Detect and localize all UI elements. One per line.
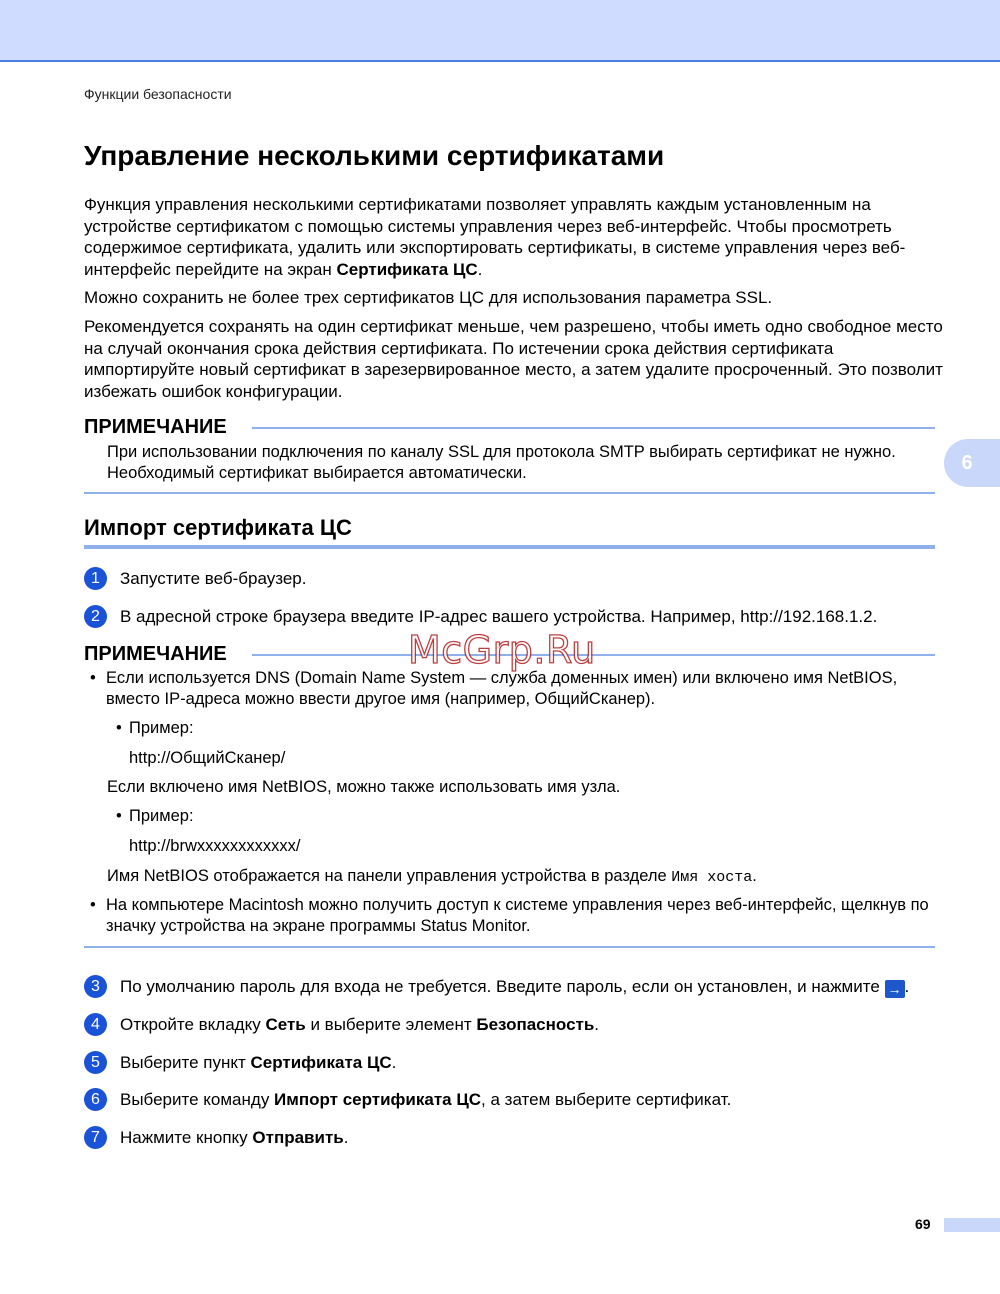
section-title: Импорт сертификата ЦС xyxy=(84,515,352,540)
step-4-security: Безопасность xyxy=(476,1015,595,1034)
header-band xyxy=(0,0,1000,62)
intro-paragraph-1 xyxy=(84,194,944,280)
step-5-ca-cert: Сертификата ЦС xyxy=(250,1053,392,1072)
step-4-e: . xyxy=(594,1015,600,1034)
note-bottom-rule-2 xyxy=(84,946,935,948)
step-5-a: Выберите пункт xyxy=(120,1053,251,1072)
intro-paragraph-2: Можно сохранить не более трех сертификатов ЦС для использования параметра SSL. xyxy=(84,288,773,307)
step-number-2: 2 xyxy=(84,605,107,628)
step-text-6 xyxy=(120,1089,731,1111)
section-rule xyxy=(84,545,935,549)
intro-p1-text: Функция управления несколькими сертификатами позволяет управлять каждым установленным на устройстве сертификатом с помощью системы управления через веб-интерфейс. Чтобы просмотреть содержимое сертификата, удалить или экспортировать сертификаты, в системе управления через веб-интерфейс перейдите на экран xyxy=(84,195,906,279)
step-text-4 xyxy=(120,1014,599,1036)
note-bullet-1-text: Если используется DNS (Domain Name System — служба доменных имен) или включено имя NetBIOS, вместо IP-адреса можно ввести другое имя (например, ОбщийСканер). xyxy=(106,669,898,708)
step-number-4: 4 xyxy=(84,1013,107,1036)
bullet-mark: • xyxy=(116,719,122,737)
running-head: Функции безопасности xyxy=(84,86,232,102)
step-7-a: Нажмите кнопку xyxy=(120,1128,253,1147)
watermark: McGrp.Ru xyxy=(408,628,596,672)
sub-bullet-1-label: Пример: xyxy=(129,719,194,737)
bullet-mark: • xyxy=(90,896,96,914)
bullet-mark: • xyxy=(116,807,122,825)
note-bottom-rule xyxy=(84,492,935,494)
step-text-1: Запустите веб-браузер. xyxy=(120,569,307,588)
example-url-1: http://ОбщийСканер/ xyxy=(129,749,286,767)
note-bullet-2-text: На компьютере Macintosh можно получить доступ к системе управления через веб-интерфейс, щелкнув по значку устройства на экране программы Status Monitor. xyxy=(106,896,929,935)
step-4-c: и выберите элемент xyxy=(305,1015,477,1034)
note-text: При использовании подключения по каналу SSL для протокола SMTP выбирать сертификат не нужно. Необходимый сертификат выбирается автоматически. xyxy=(107,443,896,482)
step-6-c: , а затем выберите сертификат. xyxy=(481,1090,732,1109)
step-7-send: Отправить xyxy=(252,1128,344,1147)
intro-p1-end: . xyxy=(477,259,483,279)
page-title: Управление несколькими сертификатами xyxy=(84,140,665,171)
note-heading: ПРИМЕЧАНИЕ xyxy=(84,416,227,438)
step-number-1: 1 xyxy=(84,567,107,590)
step-text-7 xyxy=(120,1127,348,1149)
step-6-import: Импорт сертификата ЦС xyxy=(274,1090,482,1109)
step-4-network: Сеть xyxy=(265,1015,306,1034)
step-7-c: . xyxy=(343,1128,349,1147)
sub-bullet-1-value xyxy=(129,748,285,769)
step-5-c: . xyxy=(391,1053,397,1072)
note-heading-rule xyxy=(252,427,935,429)
page-number: 69 xyxy=(915,1216,931,1232)
host-paragraph xyxy=(107,866,757,888)
chapter-tab: 6 xyxy=(944,439,1000,487)
arrow-right-icon: → xyxy=(885,980,905,998)
step-text-3 xyxy=(120,976,909,998)
step-4-a: Откройте вкладку xyxy=(120,1015,266,1034)
bullet-mark: • xyxy=(90,669,96,687)
sub-bullet-2-value xyxy=(129,836,300,857)
step-6-a: Выберите команду xyxy=(120,1090,275,1109)
step-3-end: . xyxy=(904,977,910,996)
step-number-5: 5 xyxy=(84,1051,107,1074)
step-text-5 xyxy=(120,1052,396,1074)
host-end: . xyxy=(752,867,757,885)
host-name-term: Имя хоста xyxy=(671,869,753,886)
intro-p1-bold: Сертификата ЦС xyxy=(336,259,478,279)
example-url-2: http://brwxxxxxxxxxxxx/ xyxy=(129,837,301,855)
step-number-6: 6 xyxy=(84,1088,107,1111)
intro-paragraph-3: Рекомендуется сохранять на один сертификат меньше, чем разрешено, чтобы иметь одно свободное место на случай окончания срока действия сертификата. По истечении срока действия сертификата импортируйте новый сертификат в зарезервированное место, а затем удалите просроченный. Это позволит избежать ошибок конфигурации. xyxy=(84,317,943,401)
step-number-3: 3 xyxy=(84,975,107,998)
footer-bar xyxy=(944,1218,1000,1232)
step-number-7: 7 xyxy=(84,1126,107,1149)
step-3-text: По умолчанию пароль для входа не требуется. Введите пароль, если он установлен, и нажмите xyxy=(120,977,885,996)
netbios-paragraph xyxy=(107,777,620,798)
sub-bullet-2-label: Пример: xyxy=(129,807,194,825)
note-heading-2: ПРИМЕЧАНИЕ xyxy=(84,643,227,665)
netbios-text: Если включено имя NetBIOS, можно также использовать имя узла. xyxy=(107,778,621,796)
host-text: Имя NetBIOS отображается на панели управления устройства в разделе xyxy=(107,867,672,885)
step-text-2: В адресной строке браузера введите IP-адрес вашего устройства. Например, http://192.168.1.2. xyxy=(120,607,878,626)
